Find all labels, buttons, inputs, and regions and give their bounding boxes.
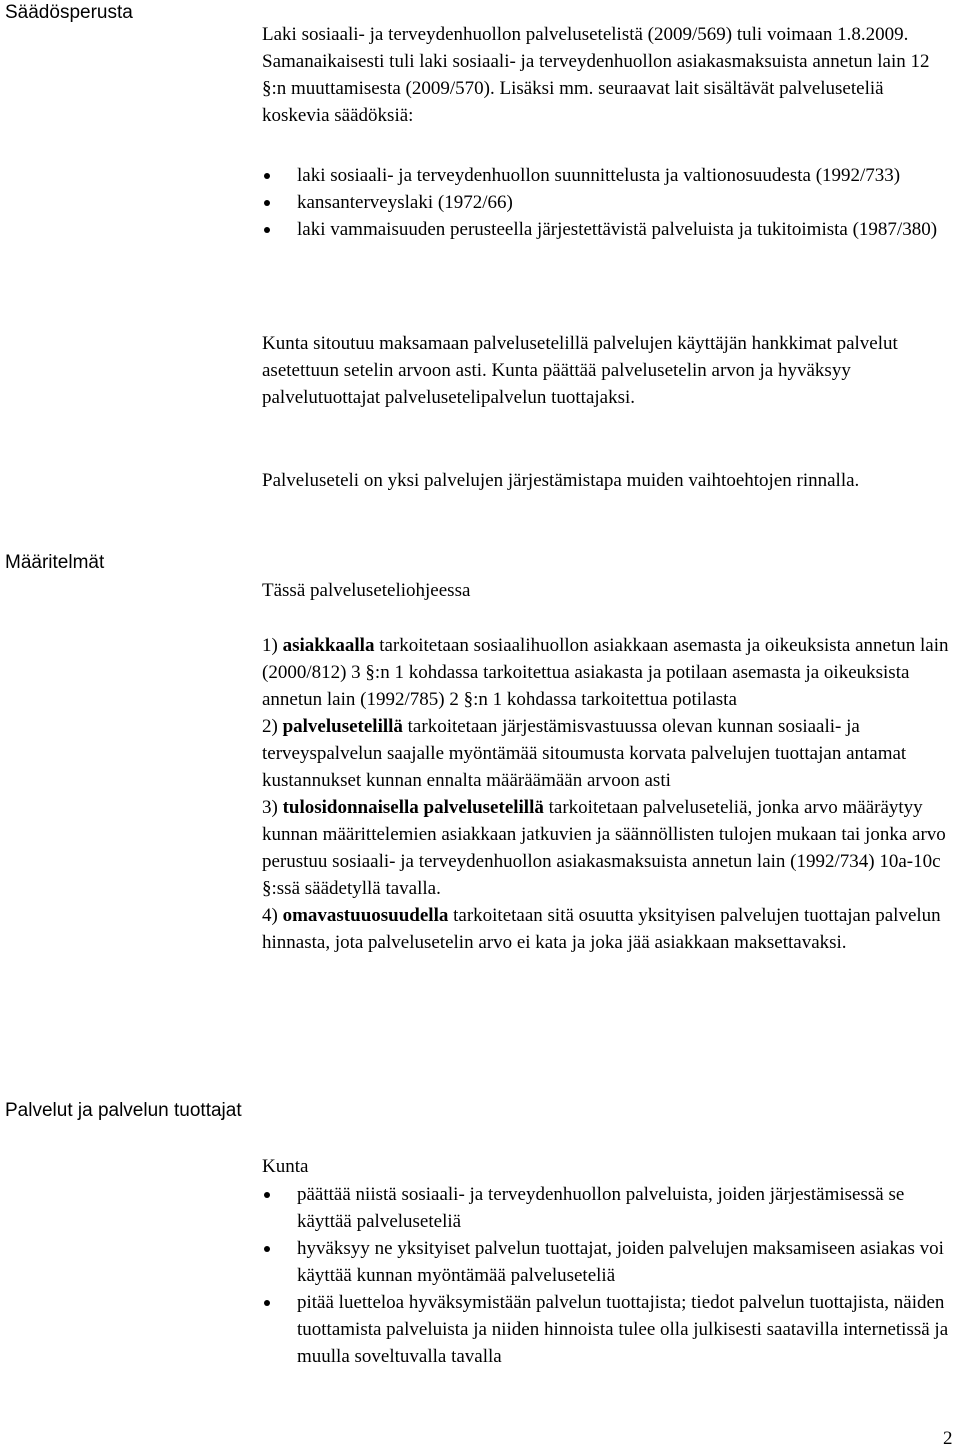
definition-number: 3): [262, 797, 278, 818]
bullet-icon: [264, 173, 270, 179]
list-item-text: pitää luetteloa hyväksymistään palvelun tuottajista; tiedot palvelun tuottajista, näiden tuottamista palveluista ja niiden hinnoista tulee olla julkisesti saatavilla internetissä ja muulla soveltuvalla tavalla: [297, 1292, 949, 1367]
list-item: [262, 216, 952, 243]
definition-term: palvelusetelillä: [282, 716, 403, 737]
list-item-text: laki sosiaali- ja terveydenhuollon suunnittelusta ja valtionosuudesta (1992/733): [297, 165, 901, 186]
list-item: [262, 189, 952, 216]
bullet-icon: [264, 200, 270, 206]
list-item-text: laki vammaisuuden perusteella järjestettävistä palveluista ja tukitoimista (1987/380): [297, 219, 938, 240]
definition-item: [262, 902, 952, 956]
definition-item: [262, 794, 952, 902]
list-item: [262, 162, 952, 189]
definition-item: [262, 632, 952, 713]
bullet-icon: [264, 1192, 270, 1198]
list-item: [262, 1289, 952, 1370]
definition-text: tarkoitetaan palveluseteliä, jonka arvo määräytyy kunnan määrittelemien asiakkaan jatkuvien ja säännöllisten tulojen mukaan tai jonka arvo perustuu sosiaali- ja terveydenhuollon asiakasmaksuista annetun lain (1992/734) 10a-10c §:ssä säädetyllä tavalla.: [262, 797, 946, 899]
law-list: [262, 162, 952, 243]
saadosperusta-intro: Laki sosiaali- ja terveydenhuollon palvelusetelistä (2009/569) tuli voimaan 1.8.2009. Samanaikaisesti tuli laki sosiaali- ja terveydenhuollon asiakasmaksuista annetun lain 12 §:n muuttamisesta (2009/570). Lisäksi mm. seuraavat lait sisältävät palveluseteliä koskevia säädöksiä:: [262, 24, 930, 126]
definition-text: tarkoitetaan sosiaalihuollon asiakkaan asemasta ja oikeuksista annetun lain (2000/812) 3 §:n 1 kohdassa tarkoitettua asiakasta ja potilaan asemasta ja oikeuksista annetun lain (1992/785) 2 §:n 1 kohdassa tarkoitettua potilasta: [262, 635, 949, 710]
saadosperusta-paragraph-3: Palveluseteli on yksi palvelujen järjestämistapa muiden vaihtoehtojen rinnalla.: [262, 470, 860, 491]
definition-list: [262, 632, 952, 956]
bullet-icon: [264, 1300, 270, 1306]
maaritelmat-intro: Tässä palveluseteliohjeessa: [262, 580, 471, 601]
list-item: [262, 1181, 952, 1235]
definition-number: 2): [262, 716, 278, 737]
list-item-text: hyväksyy ne yksityiset palvelun tuottajat, joiden palvelujen maksamiseen asiakas voi käyttää kunnan myöntämää palveluseteliä: [297, 1238, 944, 1286]
saadosperusta-paragraph-2: Kunta sitoutuu maksamaan palvelusetelillä palvelujen käyttäjän hankkimat palvelut asetettuun setelin arvoon asti. Kunta päättää palvelusetelin arvon ja hyväksyy palvelutuottajat palvelusetelipalvelun tuottajaksi.: [262, 333, 898, 408]
definition-text: tarkoitetaan järjestämisvastuussa olevan kunnan sosiaali- ja terveyspalvelun saajalle myöntämää sitoumusta korvata palvelujen tuottajan antamat kustannukset kunnan ennalta määräämään arvoon asti: [262, 716, 907, 791]
section-heading-saadosperusta: Säädösperusta: [5, 2, 133, 23]
palvelut-intro: Kunta: [262, 1156, 309, 1177]
page-number: 2: [943, 1428, 953, 1449]
definition-term: tulosidonnaisella palvelusetelillä: [282, 797, 544, 818]
definition-term: asiakkaalla: [282, 635, 375, 656]
definition-text: tarkoitetaan sitä osuutta yksityisen palvelujen tuottajan palvelun hinnasta, jota palvelusetelin arvo ei kata ja joka jää asiakkaan maksettavaksi.: [262, 905, 941, 953]
definition-item: [262, 713, 952, 794]
definition-term: omavastuuosuudella: [282, 905, 449, 926]
kunta-duties-list: [262, 1181, 952, 1370]
bullet-icon: [264, 1246, 270, 1252]
list-item: [262, 1235, 952, 1289]
list-item-text: kansanterveyslaki (1972/66): [297, 192, 513, 213]
definition-number: 4): [262, 905, 278, 926]
section-heading-maaritelmat: Määritelmät: [5, 552, 105, 573]
bullet-icon: [264, 227, 270, 233]
list-item-text: päättää niistä sosiaali- ja terveydenhuollon palveluista, joiden järjestämisessä se käyttää palveluseteliä: [297, 1184, 905, 1232]
section-heading-palvelut: Palvelut ja palvelun tuottajat: [5, 1100, 242, 1121]
definition-number: 1): [262, 635, 278, 656]
